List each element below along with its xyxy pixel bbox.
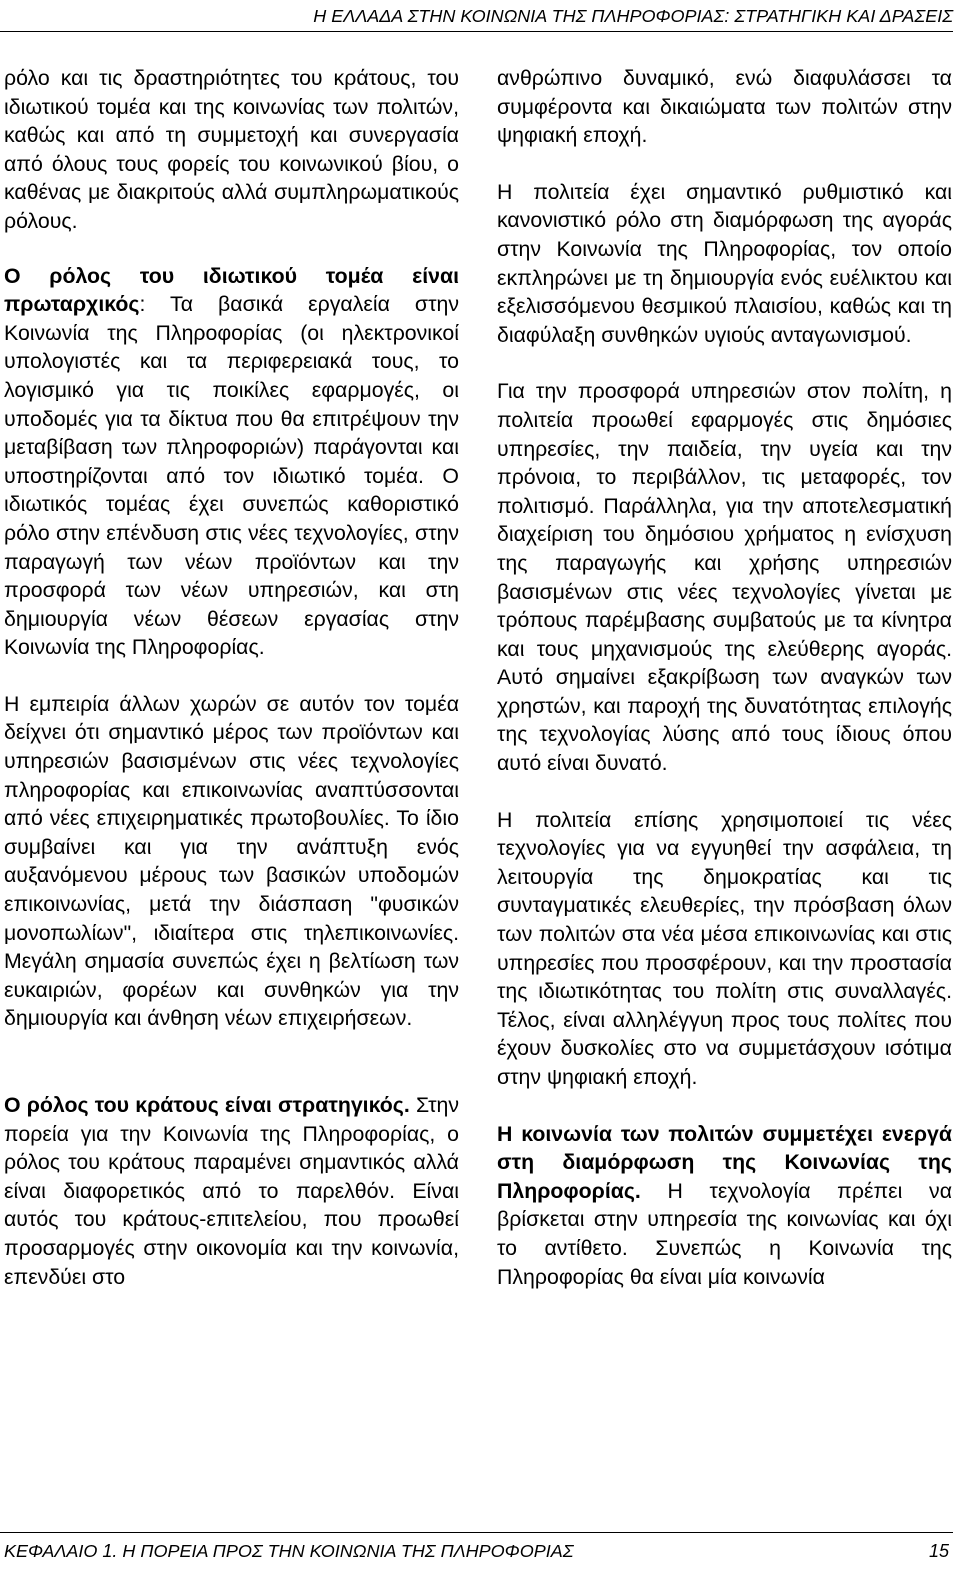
paragraph-new-technologies: Η πολιτεία επίσης χρησιμοποιεί τις νέες τεχνολογίες για να εγγυηθεί την ασφάλεια, τη λειτουργία της δημοκρατίας και τις συνταγματικές ελευθερίες, την πρόσβαση όλων των πολιτών στα νέα μέσα επικοινωνίας και στις υπηρεσίες που προσφέρουν, και την προστασία της ιδιωτικότητας του πολίτη στις συναλλαγές. Τέλος, είναι αλληλέγγυη προς τους πολίτες που έχουν δυσκολίες στο να συμμετάσχουν ισότιμα στην ψηφιακή εποχή. — [497, 807, 952, 1089]
paragraph-human-resources: ανθρώπινο δυναμικό, ενώ διαφυλάσσει τα συμφέροντα και δικαιώματα των πολιτών στην ψηφιακή εποχή. — [497, 66, 952, 148]
paragraph-private-sector — [4, 262, 459, 662]
paragraph-private-sector-text: : Τα βασικά εργαλεία στην Κοινωνία της Πληροφορίας (οι ηλεκτρονικοί υπολογιστές και τα περιφερειακά τους, το λογισμικό για τις ποικίλες εφαρμογές, οι υποδομές για τα δίκτυα που θα επιτρέψουν την μεταβίβαση των πληροφοριών) παράγονται και υποστηρίζονται από τον ιδιωτικό τομέα. Ο ιδιωτικός τομέας έχει συνεπώς καθοριστικό ρόλο στην επένδυση στις νέες τεχνολογίες, στην παραγωγή των νέων προϊόντων και την προσφορά των νέων υπηρεσιών, και στη δημιουργία νέων θέσεων εργασίας στην Κοινωνία της Πληροφορίας. — [4, 292, 459, 660]
chapter-title: ΚΕΦΑΛΑΙΟ 1. Η ΠΟΡΕΙΑ ΠΡΟΣ ΤΗΝ ΚΟΙΝΩΝΙΑ ΤΗΣ ΠΛΗΡΟΦΟΡΙΑΣ — [4, 1541, 574, 1561]
page-number: 15 — [928, 1541, 949, 1561]
left-column — [4, 64, 459, 1319]
heading-civil-society: Η κοινωνία των πολιτών συμμετέχει ενεργά στη διαμόρφωση της Κοινωνίας της Πληροφορίας. — [497, 1121, 952, 1203]
page-footer — [0, 1532, 953, 1561]
heading-private-sector: Ο ρόλος του ιδιωτικού τομέα είναι πρωταρχικός — [4, 263, 459, 317]
paragraph-state-strategic-text: Στην πορεία για την Κοινωνία της Πληροφορίας, ο ρόλος του κράτους παραμένει σημαντικός αλλά είναι διαφορετικός από το παρελθόν. Είναι αυτός του κράτους-επιτελείου, που προωθεί προσαρμογές στην οικονομία και την κοινωνία, επενδύει στο — [4, 1093, 459, 1289]
heading-state-strategic: Ο ρόλος του κράτους είναι στρατηγικός. — [4, 1093, 410, 1117]
paragraph-civil-society-text: Η τεχνολογία πρέπει να βρίσκεται στην υπηρεσία της κοινωνίας και όχι το αντίθετο. Συνεπώς η Κοινωνία της Πληροφορίας θα είναι μία κοινωνία — [497, 1178, 952, 1289]
paragraph-citizen-services: Για την προσφορά υπηρεσιών στον πολίτη, η πολιτεία προωθεί εφαρμογές στις δημόσιες υπηρεσίες, την παιδεία, την υγεία και την πρόνοια, το περιβάλλον, τις μεταφορές, τον πολιτισμό. Παράλληλα, για την αποτελεσματική διαχείριση του δημόσιου χρήματος η ενίσχυση της παραγωγής και χρήσης υπηρεσιών βασισμένων στις νέες τεχνολογίες γίνεται με τρόπους παρέμβασης συμβατούς με τα κίνητρα και τους μηχανισμούς της ελεύθερης αγοράς. Αυτό σημαίνει εξακρίβωση των αναγκών των χρηστών, και παροχή της δυνατότητας επιλογής της τεχνολογίας λύσης από τους ίδιους όπου αυτό είναι δυνατό. — [497, 379, 952, 776]
paragraph-state-strategic — [4, 1091, 459, 1291]
right-column — [497, 64, 952, 1319]
paragraph-regulatory-role: Η πολιτεία έχει σημαντικό ρυθμιστικό και κανονιστικό ρόλο στη διαμόρφωση της αγοράς στην Κοινωνία της Πληροφορίας, τον οποίο εκπληρώνει με τη δημιουργία ενός ευέλικτου και εξελισσόμενου θεσμικού πλαισίου, καθώς και τη διαφύλαξη συνθηκών υγιούς ανταγωνισμού. — [497, 179, 952, 347]
paragraph-other-countries: Η εμπειρία άλλων χωρών σε αυτόν τον τομέα δείχνει ότι σημαντικό μέρος των προϊόντων και υπηρεσιών βασισμένων στις νέες τεχνολογίες πληροφορίας και επικοινωνίας αναπτύσσονται από νέες επιχειρηματικές πρωτοβουλίες. Το ίδιο συμβαίνει και για την ανάπτυξη ενός αυξανόμενου μέρους των βασικών υποδομών επικοινωνίας, μετά την διάσπαση "φυσικών μονοπωλίων", ιδιαίτερα στις τηλεπικοινωνίες. Μεγάλη σημασία συνεπώς έχει η βελτίωση των ευκαιριών, φορέων και συνθηκών για την δημιουργία και άνθηση νέων επιχειρήσεων. — [4, 691, 459, 1031]
running-title: Η ΕΛΛΑΔΑ ΣΤΗΝ ΚΟΙΝΩΝΙΑ ΤΗΣ ΠΛΗΡΟΦΟΡΙΑΣ: ΣΤΡΑΤΗΓΙΚΗ ΚΑΙ ΔΡΑΣΕΙΣ — [313, 6, 953, 26]
paragraph-civil-society — [497, 1120, 952, 1292]
running-header — [0, 4, 953, 32]
paragraph-state-role-intro: ρόλο και τις δραστηριότητες του κράτους, του ιδιωτικού τομέα και της κοινωνίας των πολιτών, καθώς και από τη συμμετοχή και συνεργασία από όλους τους φορείς του κοινωνικού βίου, ο καθένας με διακριτούς αλλά συμπληρωματικούς ρόλους. — [4, 66, 459, 233]
